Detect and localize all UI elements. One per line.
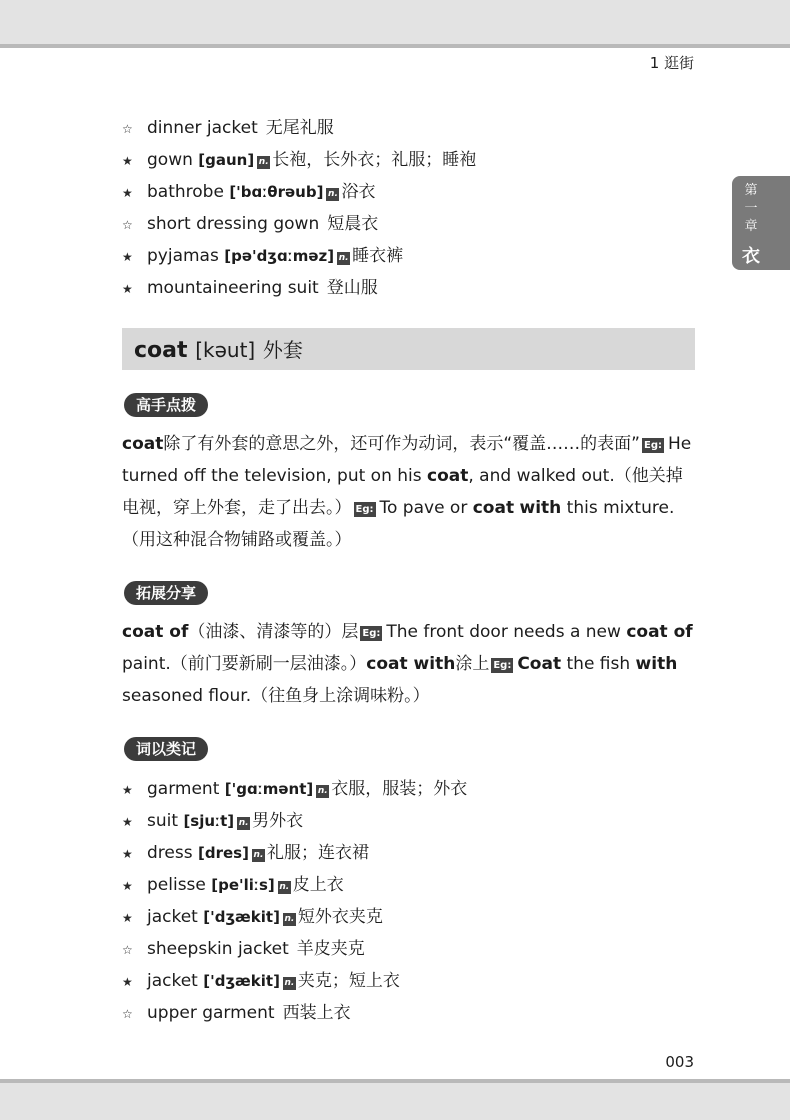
headword-banner (122, 328, 695, 370)
star-icon: ★ (122, 186, 133, 200)
noun-badge: n. (279, 882, 290, 892)
top-rule (0, 44, 790, 48)
list-item: ★ jacket ['dʒækit] n. 短外衣夹克 (122, 901, 467, 933)
noun-badge: n. (284, 914, 295, 924)
top-band (0, 0, 790, 44)
section-label-extension: 拓展分享 (124, 581, 208, 605)
example-badge: Eg: (643, 440, 662, 451)
noun-badge: n. (338, 253, 349, 263)
hollow-star-icon: ☆ (122, 943, 133, 957)
star-icon: ★ (122, 282, 133, 296)
hollow-star-icon: ☆ (122, 218, 133, 232)
list-item: ★ dress [dres] n. 礼服；连衣裙 (122, 837, 467, 869)
star-icon: ★ (122, 847, 133, 861)
hollow-star-icon: ☆ (122, 122, 133, 136)
star-icon: ★ (122, 783, 133, 797)
chapter-tab (732, 176, 790, 270)
list-item: ☆ short dressing gown 短晨衣 (122, 208, 476, 240)
chapter-tab-title: 衣 (742, 246, 760, 267)
headword: coat [kəut] 外套 (134, 338, 303, 363)
hollow-star-icon: ☆ (122, 1007, 133, 1021)
noun-badge: n. (284, 978, 295, 988)
noun-badge: n. (238, 818, 249, 828)
related-words-list-top (122, 112, 476, 304)
noun-badge: n. (253, 850, 264, 860)
section-label-vocabulary: 词以类记 (124, 737, 208, 761)
page-number: 003 (665, 1053, 694, 1071)
star-icon: ★ (122, 975, 133, 989)
list-item: ☆ sheepskin jacket 羊皮夹克 (122, 933, 467, 965)
list-item: ☆ dinner jacket 无尾礼服 (122, 112, 476, 144)
list-item: ☆ upper garment 西装上衣 (122, 997, 467, 1029)
example-badge: Eg: (355, 504, 374, 515)
list-item: ★ mountaineering suit 登山服 (122, 272, 476, 304)
noun-badge: n. (328, 189, 338, 199)
star-icon: ★ (122, 815, 133, 829)
list-item: ★ bathrobe ['bɑːθrəub] n. 浴衣 (122, 176, 476, 208)
extension-paragraph: coat of（油漆、清漆等的）层 Eg: The front door needs a new coat of paint.（前门要新刷一层油漆。）coat with涂上 Eg: Coat the fish with seasoned flour.（往鱼身上涂调味粉。） (122, 622, 693, 706)
running-head: 1 逛街 (649, 54, 694, 72)
list-item: ★ pelisse [pe'liːs] n. 皮上衣 (122, 869, 467, 901)
section-label-tips: 高手点拨 (124, 393, 208, 417)
tips-paragraph: coat除了有外套的意思之外，还可作为动词，表示“覆盖……的表面” Eg: He turned off the television, put on his coat, and walked out.（他关掉电视，穿上外套，走了出去。） Eg: To pave or coat with this mixture.（用这种混合物铺路或覆盖。） (122, 434, 692, 550)
star-icon: ★ (122, 879, 133, 893)
star-icon: ★ (122, 154, 133, 168)
related-words-list-bottom (122, 773, 467, 1029)
example-badge: Eg: (493, 660, 512, 671)
list-item: ★ gown [gaun] n. 长袍，长外衣；礼服；睡袍 (122, 144, 476, 176)
star-icon: ★ (122, 911, 133, 925)
noun-badge: n. (317, 786, 328, 796)
bottom-band (0, 1083, 790, 1120)
list-item: ★ suit [sjuːt] n. 男外衣 (122, 805, 467, 837)
noun-badge: n. (258, 157, 269, 167)
list-item: ★ garment ['gɑːmənt] n. 衣服，服装；外衣 (122, 773, 467, 805)
example-badge: Eg: (362, 628, 381, 639)
chapter-tab-label: 第 一 章 (744, 183, 758, 234)
star-icon: ★ (122, 250, 133, 264)
list-item: ★ jacket ['dʒækit] n. 夹克；短上衣 (122, 965, 467, 997)
list-item: ★ pyjamas [pə'dʒɑːməz] n. 睡衣裤 (122, 240, 476, 272)
